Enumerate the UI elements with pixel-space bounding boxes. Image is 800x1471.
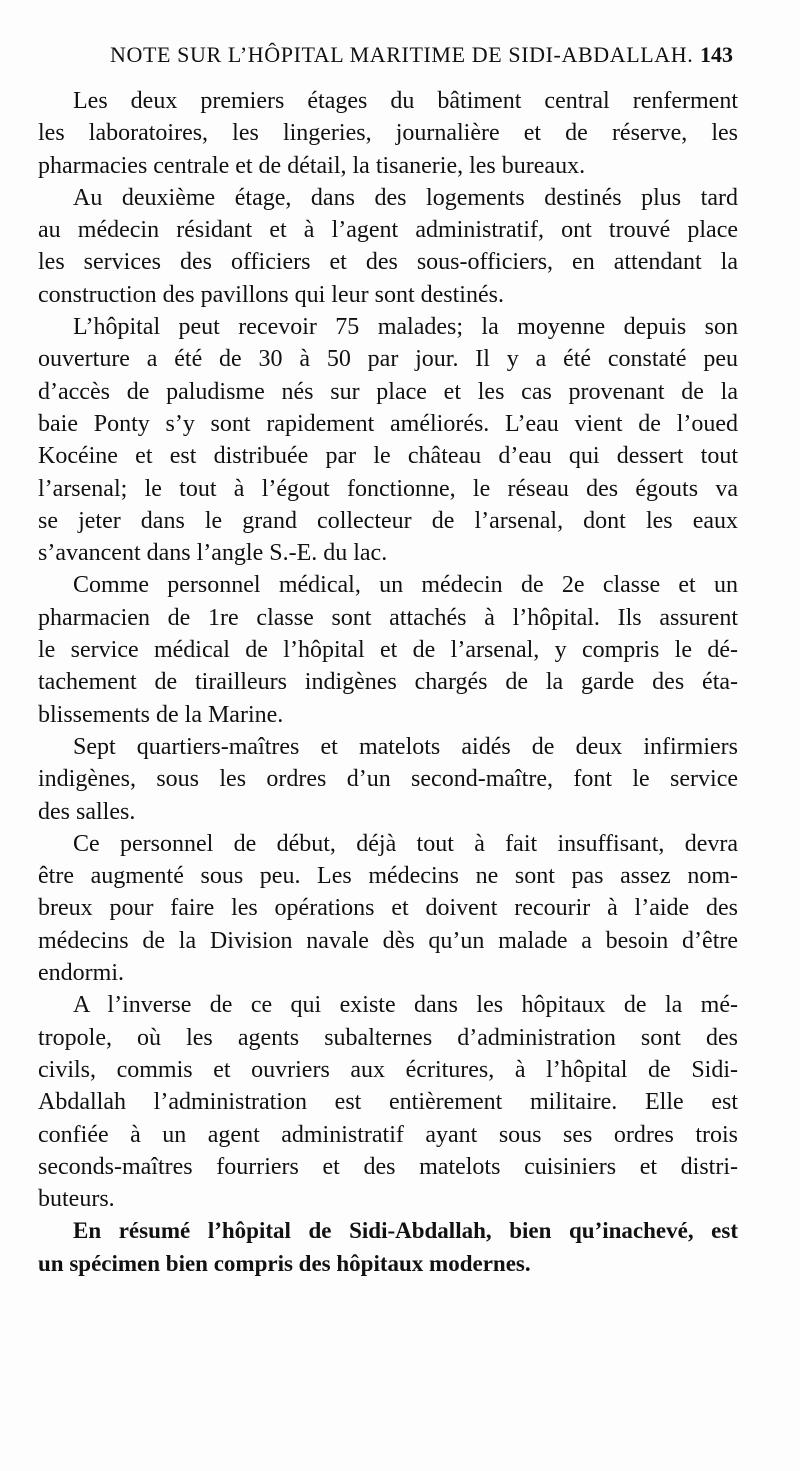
text-line: pharmacien de 1re classe sont attachés à l’hôpital. Ils assurent [38,604,738,631]
text-line: Les deux premiers étages du bâtiment central renferment [73,88,738,114]
text-line: se jeter dans le grand collecteur de l’arsenal, dont les eaux [38,507,738,534]
page-number: 143 [700,42,733,67]
text-line: d’accès de paludisme nés sur place et les cas provenant de la [38,378,738,405]
text-line: Sept quartiers-maîtres et matelots aidés de deux infirmiers [73,733,738,760]
text-line: pharmacies centrale et de détail, la tisanerie, les bureaux. [38,152,586,179]
text-line: l’arsenal; le tout à l’égout fonctionne, le réseau des égouts va [38,475,738,502]
text-line: baie Ponty s’y sont rapidement améliorés. L’eau vient de l’oued [38,410,738,437]
text-line: tachement de tirailleurs indigènes chargés de la garde des éta- [38,669,738,696]
text-line: le service médical de l’hôpital et de l’arsenal, y compris le dé- [38,637,738,664]
text-line: Kocéine et est distribuée par le château d’eau qui dessert tout [38,443,738,470]
text-line: construction des pavillons qui leur sont destinés. [38,281,504,308]
text-line: au médecin résidant et à l’agent administratif, ont trouvé place [38,217,738,244]
text-line: un spécimen bien compris des hôpitaux modernes. [38,1250,531,1276]
text-line: buteurs. [38,1186,115,1213]
text-line: seconds-maîtres fourriers et des matelots cuisiniers et distri- [38,1153,738,1180]
text-line: indigènes, sous les ordres d’un second-maître, font le service [38,766,738,793]
text-line: Au deuxième étage, dans des logements destinés plus tard [73,184,738,211]
text-line: tropole, où les agents subalternes d’administration sont des [38,1024,738,1051]
text-line: En résumé l’hôpital de Sidi-Abdallah, bien qu’inachevé, est [73,1218,738,1244]
text-line: Comme personnel médical, un médecin de 2e classe et un [73,572,738,599]
text-line: Ce personnel de début, déjà tout à fait insuffisant, devra [73,830,738,857]
text-line: s’avancent dans l’angle S.-E. du lac. [38,540,388,567]
text-line: des salles. [38,798,136,825]
text-line: Abdallah l’administration est entièrement militaire. Elle est [38,1089,738,1116]
text-line: ouverture a été de 30 à 50 par jour. Il y a été constaté peu [38,346,738,373]
text-line: civils, commis et ouvriers aux écritures, à l’hôpital de Sidi- [38,1056,738,1083]
text-line: les services des officiers et des sous-officiers, en attendant la [38,249,738,276]
text-line: blissements de la Marine. [38,701,284,728]
text-line: endormi. [38,960,124,987]
text-line: être augmenté sous peu. Les médecins ne sont pas assez nom- [38,863,738,890]
text-line: L’hôpital peut recevoir 75 malades; la moyenne depuis son [73,314,738,341]
text-line: confiée à un agent administratif ayant sous ses ordres trois [38,1121,738,1148]
running-header [0,42,800,72]
body-text [38,85,738,1280]
header-title: NOTE SUR L’HÔPITAL MARITIME DE SIDI-ABDALLAH. [110,42,694,67]
text-line: A l’inverse de ce qui existe dans les hôpitaux de la mé- [73,992,738,1019]
text-line: breux pour faire les opérations et doivent recourir à l’aide des [38,895,738,922]
text-line: médecins de la Division navale dès qu’un malade a besoin d’être [38,927,738,954]
text-line: les laboratoires, les lingeries, journalière et de réserve, les [38,120,738,147]
